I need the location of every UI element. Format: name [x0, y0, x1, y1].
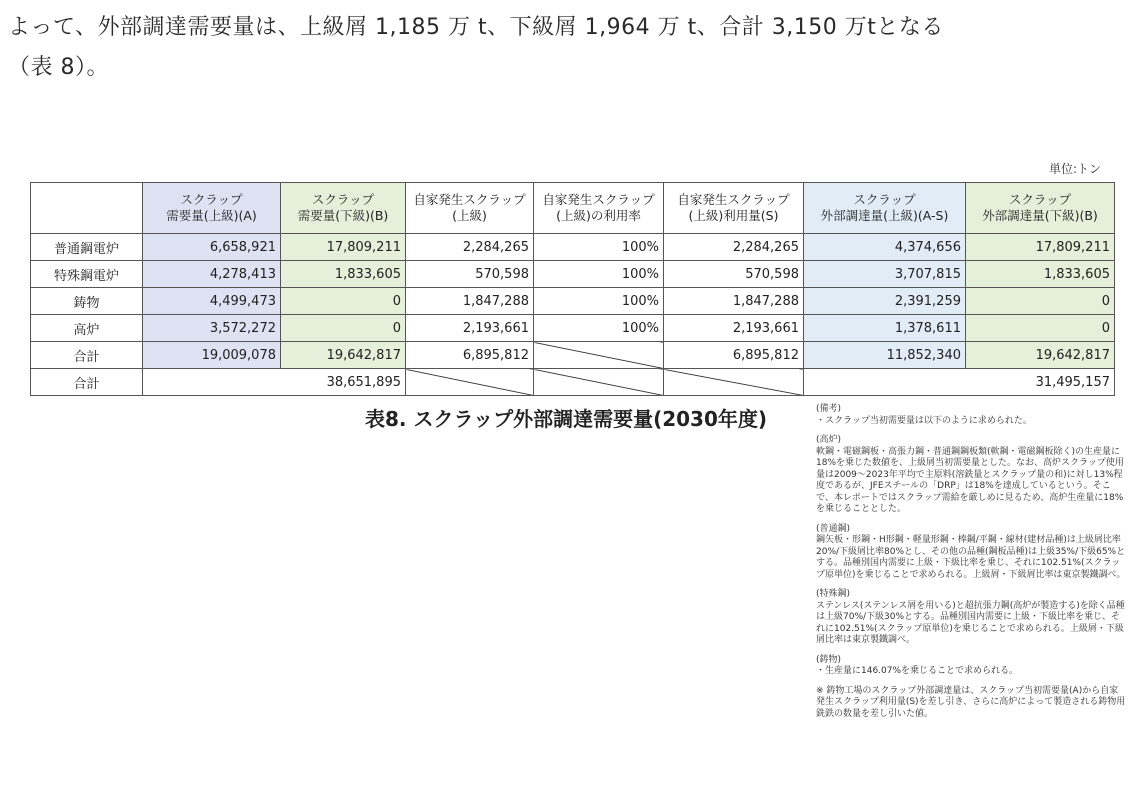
header-cell-external-lower: スクラップ 外部調達量(下級)(B)	[966, 183, 1115, 234]
note-heading: (備考)	[816, 404, 842, 414]
table-row	[31, 315, 1115, 342]
cell-external-upper: 3,707,815	[804, 261, 966, 288]
cell-self-rate: 100%	[534, 261, 664, 288]
cell-empty-diagonal	[534, 369, 664, 396]
cell-external-lower: 0	[966, 288, 1115, 315]
table-caption: 表8. スクラップ外部調達需要量(2030年度)	[365, 407, 768, 431]
cell-self-rate-empty	[534, 342, 664, 369]
intro-line-1: よって、外部調達需要量は、上級屑 1,185 万 t、下級屑 1,964 万 t、合計 3,150 万tとなる	[8, 15, 944, 40]
cell-external-upper: 11,852,340	[804, 342, 966, 369]
cell-empty-diagonal	[664, 369, 804, 396]
cell-self-generated: 2,193,661	[406, 315, 534, 342]
intro-line-2: （表 8）。	[8, 55, 109, 80]
cell-self-generated: 2,284,265	[406, 234, 534, 261]
note-remarks	[816, 404, 1126, 427]
unit-label: 単位:トン	[1048, 162, 1101, 176]
header-cell-blank	[31, 183, 143, 234]
header-cell-self-usage: 自家発生スクラップ (上級)利用量(S)	[664, 183, 804, 234]
row-label: 特殊鋼電炉	[31, 261, 143, 288]
cell-demand-upper: 6,658,921	[143, 234, 281, 261]
header-cell-self-generated: 自家発生スクラップ (上級)	[406, 183, 534, 234]
cell-self-usage: 6,895,812	[664, 342, 804, 369]
header-cell-self-rate: 自家発生スクラップ (上級)の利用率	[534, 183, 664, 234]
header-cell-demand-lower: スクラップ 需要量(下級)(B)	[281, 183, 406, 234]
cell-demand-lower: 17,809,211	[281, 234, 406, 261]
cell-demand-lower: 1,833,605	[281, 261, 406, 288]
cell-self-usage: 1,847,288	[664, 288, 804, 315]
cell-empty-diagonal	[406, 369, 534, 396]
cell-self-generated: 6,895,812	[406, 342, 534, 369]
note-footnote	[816, 686, 1126, 721]
cell-external-lower: 1,833,605	[966, 261, 1115, 288]
cell-demand-lower: 19,642,817	[281, 342, 406, 369]
row-label: 合計	[31, 342, 143, 369]
header-cell-external-upper: スクラップ 外部調達量(上級)(A-S)	[804, 183, 966, 234]
cell-self-rate: 100%	[534, 288, 664, 315]
header-cell-demand-upper: スクラップ 需要量(上級)(A)	[143, 183, 281, 234]
table-row-grand-total	[31, 369, 1115, 396]
cell-demand-total: 38,651,895	[143, 369, 406, 396]
note-text: ・生産量に146.07%を乗じることで求められる。	[816, 666, 1019, 676]
cell-demand-upper: 19,009,078	[143, 342, 281, 369]
cell-self-generated: 570,598	[406, 261, 534, 288]
cell-demand-upper: 4,499,473	[143, 288, 281, 315]
note-ordinary-steel	[816, 524, 1126, 582]
cell-external-lower: 19,642,817	[966, 342, 1115, 369]
row-label: 合計	[31, 369, 143, 396]
cell-self-rate: 100%	[534, 234, 664, 261]
cell-external-upper: 2,391,259	[804, 288, 966, 315]
cell-demand-upper: 4,278,413	[143, 261, 281, 288]
cell-external-lower: 0	[966, 315, 1115, 342]
note-text: ステンレス(ステンレス屑を用いる)と超抗張力鋼(高炉が製造する)を除く品種は上級70%/下級30%とする。品種別国内需要に上級・下級比率を乗じ、それに102.51%(スクラップ原単位)を乗じることで求められる。上級屑・下級屑比率は東京製鐵調べ。	[816, 600, 1125, 645]
table-row-subtotal	[31, 342, 1115, 369]
cell-self-usage: 2,193,661	[664, 315, 804, 342]
table-row	[31, 234, 1115, 261]
cell-demand-lower: 0	[281, 315, 406, 342]
cell-demand-upper: 3,572,272	[143, 315, 281, 342]
row-label: 鋳物	[31, 288, 143, 315]
cell-external-upper: 1,378,611	[804, 315, 966, 342]
note-heading: (高炉)	[816, 435, 842, 445]
cell-external-lower: 17,809,211	[966, 234, 1115, 261]
cell-external-upper: 4,374,656	[804, 234, 966, 261]
note-text: ※ 鋳物工場のスクラップ外部調達量は、スクラップ当初需要量(A)から自家発生スクラップ利用量(S)を差し引き、さらに高炉によって製造される鋳物用銑鉄の数量を差し引いた値。	[816, 685, 1126, 719]
cell-self-rate: 100%	[534, 315, 664, 342]
intro-paragraph	[8, 8, 1138, 88]
cell-self-generated: 1,847,288	[406, 288, 534, 315]
note-blast-furnace	[816, 435, 1126, 516]
note-heading: (特殊鋼)	[816, 589, 851, 599]
note-text: 軟鋼・電磁鋼板・高張力鋼・普通鋼鋼板類(軟鋼・電磁鋼板除く)の生産量に18%を乗じた数値を、上級屑当初需要量とした。なお、高炉スクラップ使用量は2009～2023年平均で主原料(溶銑量とスクラップ量の和)に対し13%程度であるが、JFEスチールの「DRP」は18%を達成しているという。そこで、本レポートではスクラップ需給を厳しめに見るため、高炉生産量に18%を乗じることとした。	[816, 446, 1124, 514]
row-label: 高炉	[31, 315, 143, 342]
note-special-steel	[816, 589, 1126, 647]
cell-demand-lower: 0	[281, 288, 406, 315]
note-heading: (普通鋼)	[816, 523, 851, 534]
notes-panel	[816, 404, 1126, 728]
note-heading: (鋳物)	[816, 654, 842, 665]
note-casting	[816, 655, 1126, 678]
note-text: ・スクラップ当初需要量は以下のように求められた。	[816, 415, 1032, 426]
cell-external-total: 31,495,157	[804, 369, 1115, 396]
table-row	[31, 288, 1115, 315]
table-row	[31, 261, 1115, 288]
table-header-row	[31, 183, 1115, 234]
row-label: 普通鋼電炉	[31, 234, 143, 261]
scrap-demand-table	[30, 182, 1115, 396]
cell-self-usage: 570,598	[664, 261, 804, 288]
note-text: 鋼矢板・形鋼・H形鋼・軽量形鋼・棒鋼/平鋼・線材(建材品種)は上級屑比率20%/下級屑比率80%とし、その他の品種(鋼板品種)は上級35%/下級65%とする。品種別国内需要に上級・下級比率を乗じ、それに102.51%(スクラップ原単位)を乗じることで求められる。上級屑・下級屑比率は東京製鐵調べ。	[816, 535, 1126, 580]
cell-self-usage: 2,284,265	[664, 234, 804, 261]
